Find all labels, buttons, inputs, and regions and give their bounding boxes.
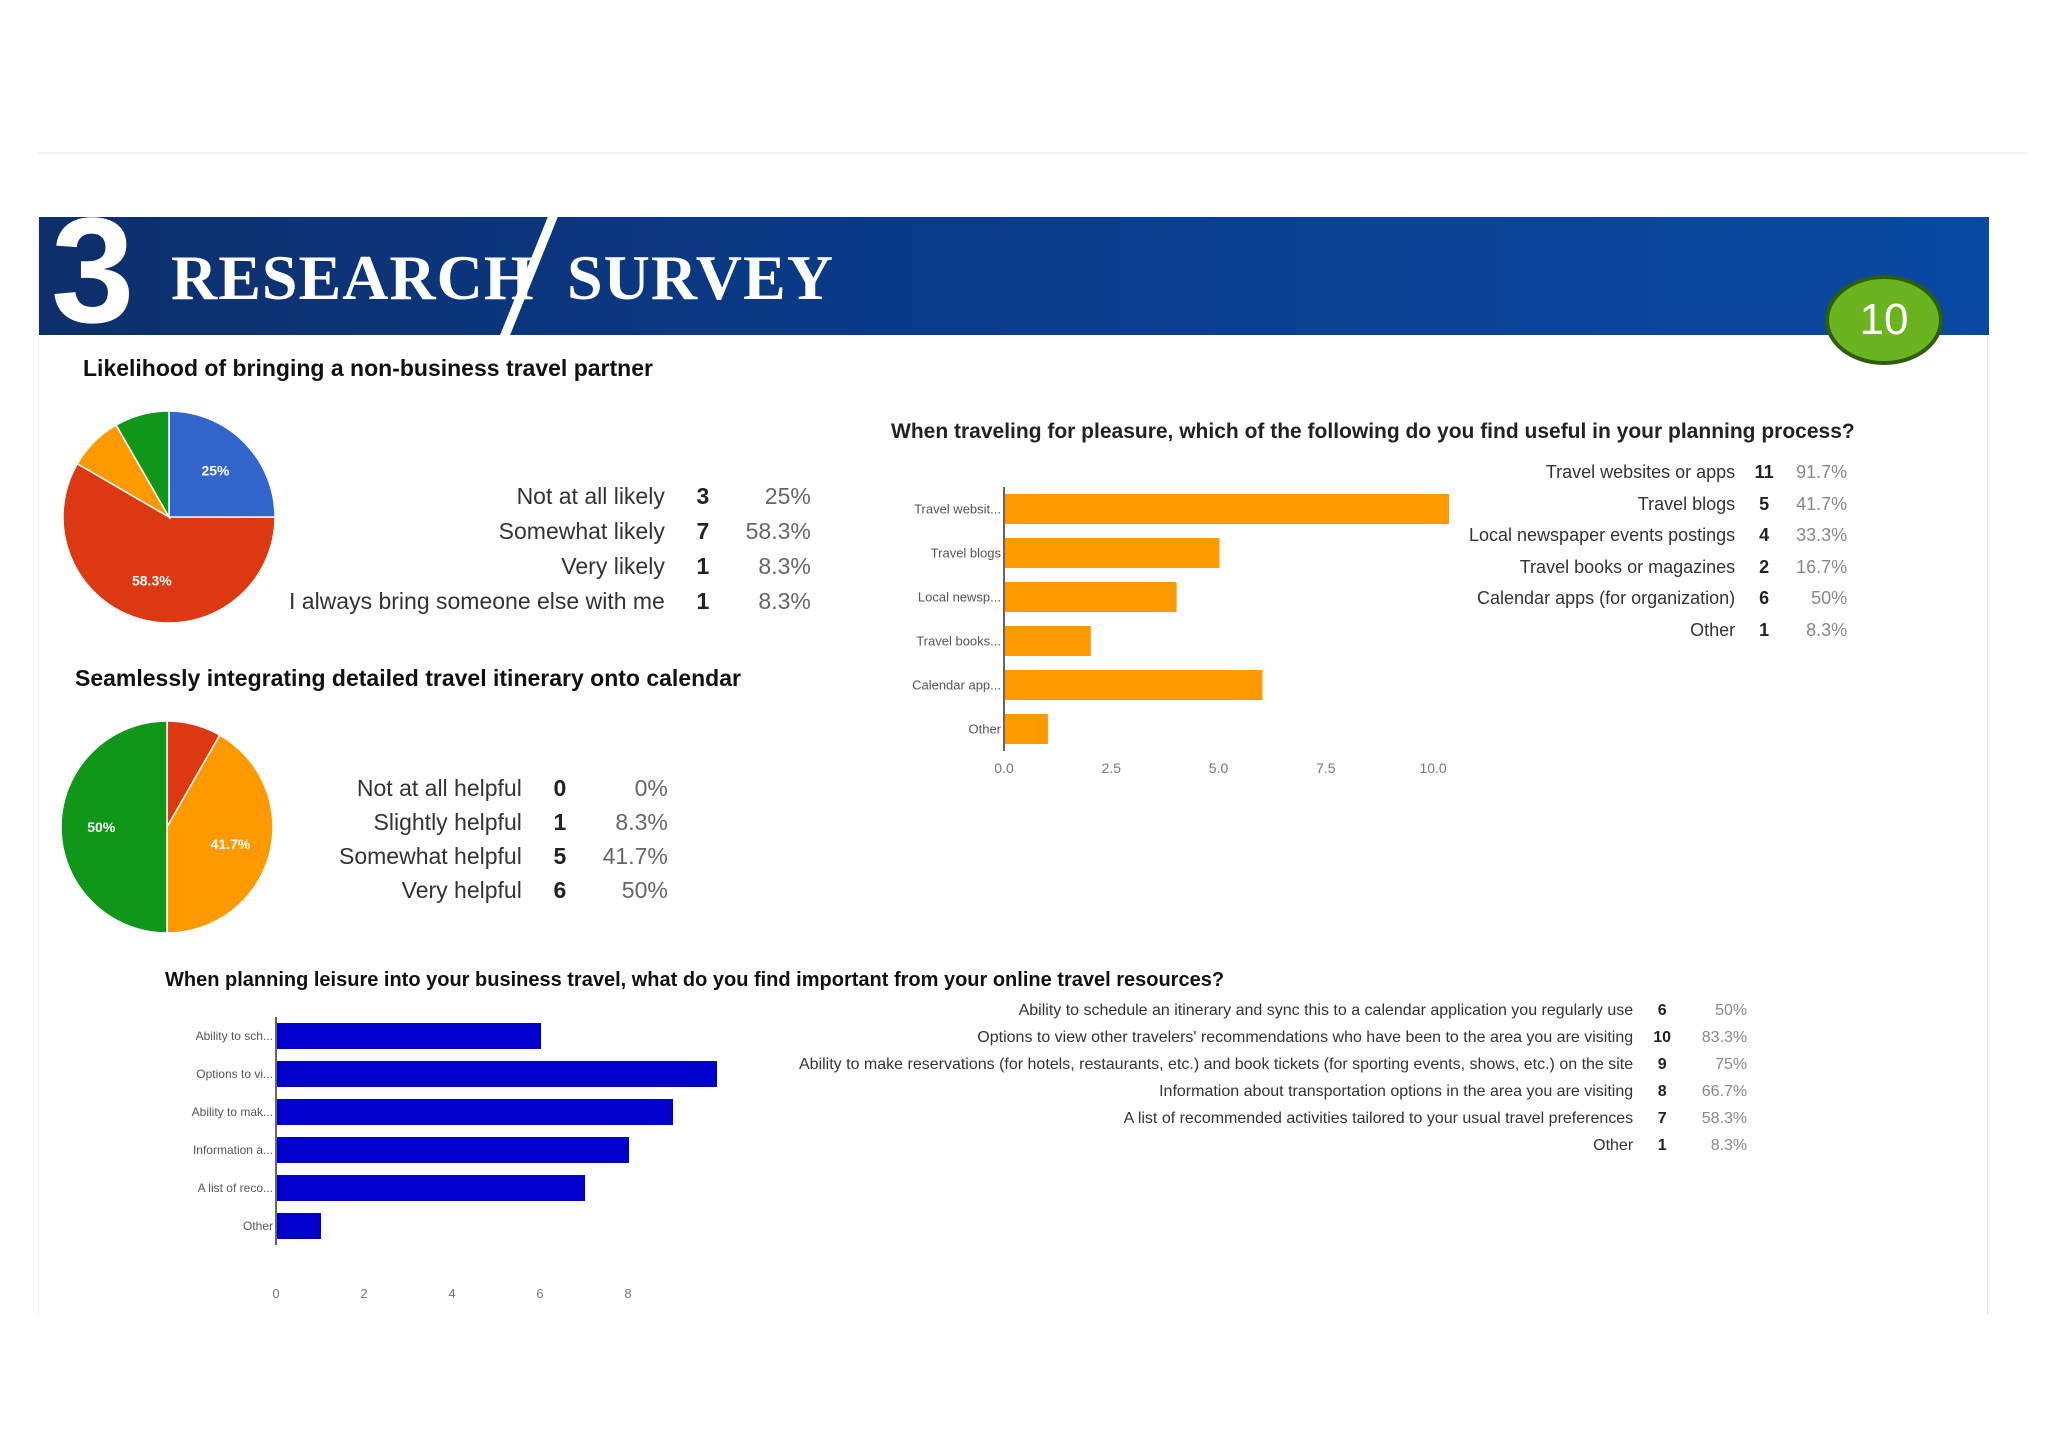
legend-label: Information about transportation options in the area you are visiting — [1159, 1082, 1634, 1100]
legend-row — [1469, 520, 1847, 552]
top-divider — [38, 152, 2028, 154]
legend-percent: 8.3% — [1710, 1136, 1748, 1154]
bar-category-label: Information a... — [192, 1143, 273, 1157]
pie-slice-label: 58.3% — [131, 572, 172, 589]
bar — [277, 1213, 321, 1239]
legend-label: I always bring someone else with me — [289, 588, 665, 614]
bar-tick-label: 0 — [272, 1286, 280, 1301]
legend-row — [1469, 489, 1847, 521]
pie1-legend-table — [289, 479, 811, 619]
section-number: 3 — [51, 217, 135, 335]
legend-count: 1 — [696, 553, 710, 579]
legend-count: 1 — [1657, 1136, 1667, 1154]
bar-tick-label: 8 — [624, 1286, 632, 1301]
bar-tick-label: 4 — [448, 1286, 456, 1301]
survey-slide — [38, 217, 1988, 1315]
bar-category-label: Travel books... — [916, 633, 1001, 649]
legend-percent: 8.3% — [1806, 619, 1848, 640]
legend-row — [289, 584, 811, 619]
page-number-badge: 10 — [1825, 275, 1943, 365]
legend-percent: 58.3% — [1701, 1109, 1748, 1127]
legend-label: Not at all likely — [516, 483, 665, 509]
legend-count: 6 — [553, 876, 567, 903]
legend-count: 8 — [1657, 1082, 1667, 1100]
legend-row — [289, 549, 811, 584]
legend-count: 9 — [1657, 1055, 1667, 1073]
legend-row — [289, 514, 811, 549]
legend-percent: 16.7% — [1796, 556, 1848, 577]
legend-row — [799, 1105, 1747, 1132]
legend-count: 7 — [1657, 1109, 1667, 1127]
bar-tick-label: 7.5 — [1316, 760, 1336, 776]
bar-category-label: Other — [968, 721, 1001, 737]
pie2-title: Seamlessly integrating detailed travel itinerary onto calendar — [75, 665, 741, 691]
banner-title-survey: SURVEY — [567, 242, 834, 313]
legend-label: Travel books or magazines — [1519, 556, 1736, 577]
bar — [277, 1023, 541, 1049]
legend-row — [799, 1132, 1747, 1159]
legend-label: Other — [1690, 619, 1736, 640]
legend-row — [289, 479, 811, 514]
bar — [277, 1099, 673, 1125]
bar-chart-pleasure — [889, 487, 1449, 787]
bar-tick-label: 2 — [360, 1286, 368, 1301]
legend-percent: 0% — [634, 774, 668, 801]
bar — [1005, 670, 1262, 700]
legend-percent: 91.7% — [1796, 462, 1848, 483]
legend-label: Ability to schedule an itinerary and sync this to a calendar application you regularly use — [1018, 1001, 1634, 1019]
legend-label: Somewhat likely — [498, 518, 665, 544]
bar-tick-label: 10.0 — [1419, 760, 1447, 776]
bar — [1005, 538, 1220, 568]
legend-percent: 50% — [1715, 1001, 1748, 1019]
pie2-legend-table — [339, 771, 668, 907]
legend-row — [799, 1024, 1747, 1051]
bar2-legend-table — [799, 997, 1747, 1159]
legend-label: Travel blogs — [1637, 493, 1736, 514]
pie-chart-calendar — [57, 717, 277, 937]
bar — [1005, 494, 1449, 524]
legend-row — [1469, 552, 1847, 584]
legend-row — [1469, 583, 1847, 615]
legend-count: 1 — [553, 808, 567, 835]
legend-percent: 41.7% — [1796, 493, 1848, 514]
bar-category-label: Travel websit... — [914, 501, 1001, 517]
legend-label: Options to view other travelers' recommendations who have been to the area you are visiting — [977, 1028, 1634, 1046]
legend-label: Travel websites or apps — [1545, 462, 1736, 483]
legend-count: 2 — [1759, 556, 1770, 577]
legend-row — [799, 1078, 1747, 1105]
legend-label: Somewhat helpful — [339, 842, 522, 869]
bar — [277, 1175, 585, 1201]
bar-category-label: Options to vi... — [196, 1067, 273, 1081]
bar-category-label: Local newsp... — [917, 589, 1001, 605]
bar — [277, 1061, 717, 1087]
legend-percent: 66.7% — [1701, 1082, 1748, 1100]
legend-percent: 83.3% — [1701, 1028, 1748, 1046]
bar-tick-label: 5.0 — [1208, 760, 1229, 776]
legend-label: Ability to make reservations (for hotels, restaurants, etc.) and book tickets (for sporting events, shows, etc.) on the site — [799, 1055, 1634, 1073]
legend-label: Very likely — [561, 553, 665, 579]
bar — [277, 1137, 629, 1163]
pie-slice-label: 25% — [201, 462, 230, 479]
legend-row — [339, 805, 668, 839]
bar2-title: When planning leisure into your business travel, what do you find important from your online travel resources? — [165, 969, 1225, 991]
bar1-legend-table — [1469, 457, 1847, 646]
legend-row — [339, 771, 668, 805]
legend-count: 6 — [1657, 1001, 1667, 1019]
legend-count: 5 — [553, 842, 567, 869]
legend-row — [799, 997, 1747, 1024]
legend-percent: 25% — [764, 483, 811, 509]
bar-category-label: A list of reco... — [197, 1181, 273, 1195]
legend-row — [1469, 615, 1847, 647]
bar — [1005, 582, 1177, 612]
bar-category-label: Ability to sch... — [195, 1029, 273, 1043]
legend-count: 3 — [696, 483, 710, 509]
legend-percent: 8.3% — [758, 588, 811, 614]
bar-tick-label: 6 — [536, 1286, 544, 1301]
legend-label: A list of recommended activities tailored to your usual travel preferences — [1123, 1109, 1634, 1127]
legend-count: 6 — [1759, 588, 1770, 609]
legend-count: 7 — [696, 518, 710, 544]
bar-category-label: Calendar app... — [912, 677, 1001, 693]
legend-percent: 50% — [621, 876, 668, 903]
bar-chart-business-leisure — [159, 1017, 779, 1307]
bar — [1005, 714, 1048, 744]
legend-label: Not at all helpful — [356, 774, 522, 801]
banner-title-research: RESEARCH — [171, 242, 535, 313]
legend-label: Very helpful — [401, 876, 522, 903]
bar — [1005, 626, 1091, 656]
legend-percent: 58.3% — [745, 518, 811, 544]
bar1-title: When traveling for pleasure, which of the following do you find useful in your planning process? — [891, 420, 1855, 443]
legend-percent: 8.3% — [615, 808, 668, 835]
legend-count: 11 — [1754, 462, 1774, 483]
legend-percent: 50% — [1811, 588, 1848, 609]
legend-label: Slightly helpful — [373, 808, 522, 835]
bar-tick-label: 0.0 — [994, 760, 1014, 776]
legend-label: Calendar apps (for organization) — [1477, 588, 1736, 609]
pie-slice-label: 50% — [87, 819, 116, 835]
legend-percent: 41.7% — [602, 842, 668, 869]
legend-label: Other — [1593, 1136, 1634, 1154]
pie-slice-label: 41.7% — [210, 835, 251, 852]
legend-count: 4 — [1759, 525, 1770, 546]
legend-row — [339, 873, 668, 907]
bar-category-label: Travel blogs — [930, 545, 1001, 561]
legend-row — [799, 1051, 1747, 1078]
legend-row — [339, 839, 668, 873]
bar-tick-label: 2.5 — [1101, 760, 1122, 776]
bar-category-label: Other — [242, 1219, 273, 1233]
legend-count: 0 — [553, 774, 567, 801]
legend-percent: 75% — [1715, 1055, 1748, 1073]
bar-category-label: Ability to mak... — [191, 1105, 273, 1119]
legend-count: 1 — [1759, 619, 1770, 640]
legend-row — [1469, 457, 1847, 489]
pie-chart-partner — [59, 407, 279, 627]
legend-percent: 33.3% — [1796, 525, 1848, 546]
legend-count: 10 — [1653, 1028, 1672, 1046]
section-banner — [39, 217, 1989, 335]
legend-count: 5 — [1759, 493, 1770, 514]
legend-percent: 8.3% — [758, 553, 811, 579]
legend-label: Local newspaper events postings — [1469, 525, 1736, 546]
pie1-title: Likelihood of bringing a non-business travel partner — [83, 355, 653, 381]
legend-count: 1 — [696, 588, 710, 614]
